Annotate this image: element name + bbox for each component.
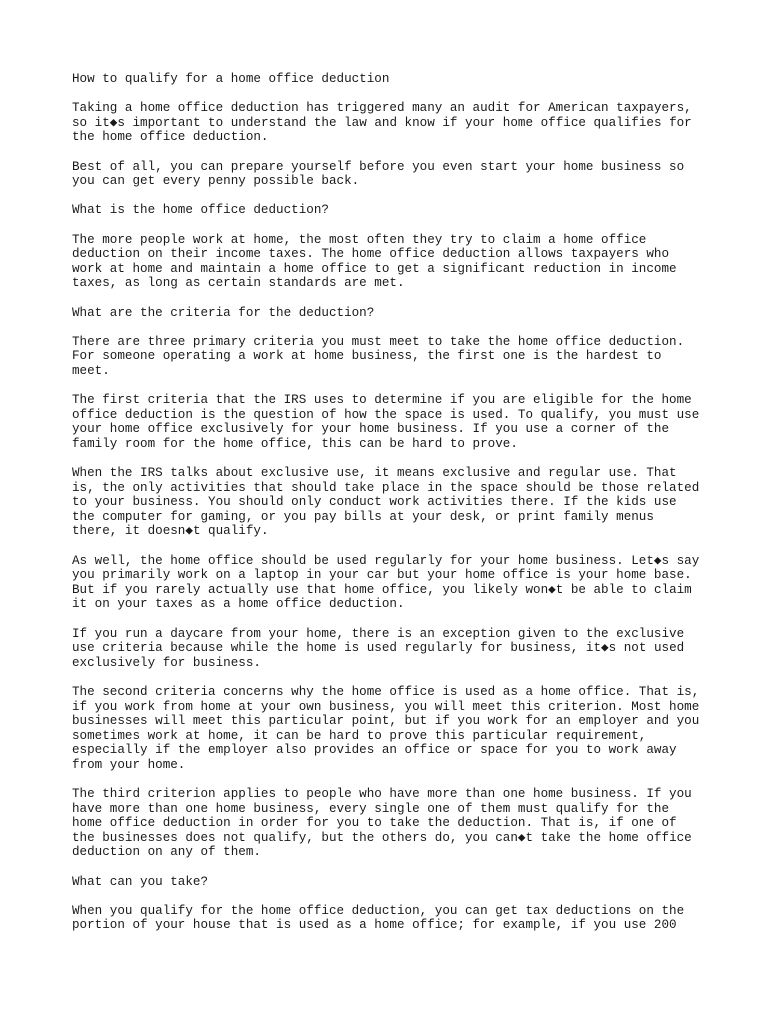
document-body xyxy=(72,72,712,948)
paragraph-what-you-can-take: When you qualify for the home office deduction, you can get tax deductions on the portion of your house that is used as a home office; for example, if you use 200 xyxy=(72,903,685,933)
paragraph-best-of-all: Best of all, you can prepare yourself before you even start your home business so you can get every penny possible back. xyxy=(72,159,685,189)
paragraph-third-criterion: The third criterion applies to people who have more than one home business. If you have more than one home business, every single one of them must qualify for the home office deduction in order for you to take the deduction. That is, if one of the businesses does not qualify, but the others do, you can◆t take the home office deduction on any of them. xyxy=(72,787,692,860)
paragraph-daycare-exception: If you run a daycare from your home, there is an exception given to the exclusive use criteria because while the home is used regularly for business, it◆s not used exclusively for business. xyxy=(72,626,685,670)
heading-what-is-deduction: What is the home office deduction? xyxy=(72,203,329,218)
document-title: How to qualify for a home office deduction xyxy=(72,72,390,86)
paragraph-intro: Taking a home office deduction has triggered many an audit for American taxpayers, so it◆s important to understand the law and know if your home office qualifies for the home office deduction. xyxy=(72,101,692,145)
paragraph-three-criteria: There are three primary criteria you must meet to take the home office deduction. For someone operating a work at home business, the first one is the hardest to meet. xyxy=(72,334,685,378)
heading-criteria: What are the criteria for the deduction? xyxy=(72,305,375,320)
paragraph-first-criteria: The first criteria that the IRS uses to determine if you are eligible for the home office deduction is the question of how the space is used. To qualify, you must use your home office exclusively for your home business. If you use a corner of the family room for the home office, this can be hard to prove. xyxy=(72,393,700,451)
heading-what-can-you-take: What can you take? xyxy=(72,874,209,889)
paragraph-second-criteria: The second criteria concerns why the home office is used as a home office. That is, if you work from home at your own business, you will meet this criterion. Most home businesses will meet this particular point, but if you work for an employer and you sometimes work at home, it can be hard to prove this particular requirement, especially if the employer also provides an office or space for you to work away from your home. xyxy=(72,684,700,772)
paragraph-regular-use: As well, the home office should be used regularly for your home business. Let◆s say you primarily work on a laptop in your car but your home office is your home base. But if you rarely actually use that home office, you likely won◆t be able to claim it on your taxes as a home office deduction. xyxy=(72,553,700,612)
paragraph-exclusive-use: When the IRS talks about exclusive use, it means exclusive and regular use. That is, the only activities that should take place in the space should be those related to your business. You should only conduct work activities there. If the kids use the computer for gaming, or you pay bills at your desk, or print family menus there, it doesn◆t qualify. xyxy=(72,466,700,539)
paragraph-definition: The more people work at home, the most often they try to claim a home office deduction on their income taxes. The home office deduction allows taxpayers who work at home and maintain a home office to get a significant reduction in income taxes, as long as certain standards are met. xyxy=(72,232,677,291)
